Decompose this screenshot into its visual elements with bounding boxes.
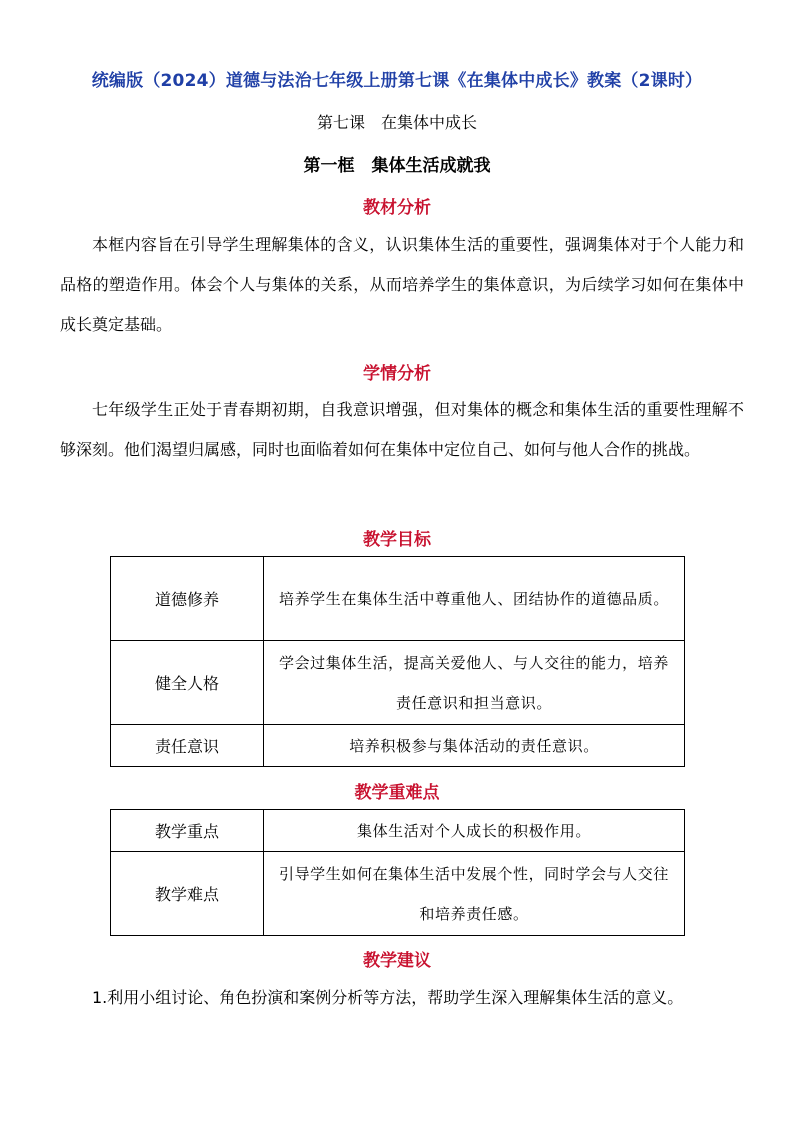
table-row	[111, 557, 685, 641]
goal-content: 培养积极参与集体活动的责任意识。	[264, 725, 685, 767]
section-heading-key-points: 教学重难点	[354, 783, 440, 803]
key-point-label: 教学难点	[111, 852, 264, 936]
lesson-title: 第七课 在集体中成长	[316, 113, 477, 132]
table-row	[111, 641, 685, 725]
goal-label: 责任意识	[111, 725, 264, 767]
goal-label: 道德修养	[111, 557, 264, 641]
goal-label: 健全人格	[111, 641, 264, 725]
student-analysis-paragraph: 七年级学生正处于青春期初期，自我意识增强，但对集体的概念和集体生活的重要性理解不够深刻。他们渴望归属感，同时也面临着如何在集体中定位自己、如何与他人合作的挑战。	[60, 400, 744, 459]
key-points-table	[110, 809, 685, 936]
goal-content: 学会过集体生活，提高关爱他人、与人交往的能力，培养责任意识和担当意识。	[264, 641, 685, 725]
table-row	[111, 725, 685, 767]
goal-content: 培养学生在集体生活中尊重他人、团结协作的道德品质。	[264, 557, 685, 641]
frame-title: 第一框 集体生活成就我	[303, 156, 491, 176]
section-heading-teaching-goals: 教学目标	[363, 530, 431, 550]
section-heading-textbook-analysis: 教材分析	[363, 198, 431, 218]
section-heading-student-analysis: 学情分析	[363, 364, 431, 384]
textbook-analysis-paragraph: 本框内容旨在引导学生理解集体的含义，认识集体生活的重要性，强调集体对于个人能力和品格的塑造作用。体会个人与集体的关系，从而培养学生的集体意识，为后续学习如何在集体中成长奠定基础。	[60, 235, 744, 334]
section-heading-teaching-suggestions: 教学建议	[363, 951, 431, 971]
key-point-content: 引导学生如何在集体生活中发展个性，同时学会与人交往和培养责任感。	[264, 852, 685, 936]
teaching-suggestion-item: 1.利用小组讨论、角色扮演和案例分析等方法，帮助学生深入理解集体生活的意义。	[92, 988, 684, 1007]
key-point-content: 集体生活对个人成长的积极作用。	[264, 810, 685, 852]
key-point-label: 教学重点	[111, 810, 264, 852]
table-row	[111, 810, 685, 852]
table-row	[111, 852, 685, 936]
teaching-goals-table	[110, 556, 685, 767]
document-title: 统编版（2024）道德与法治七年级上册第七课《在集体中成长》教案（2课时）	[91, 71, 703, 91]
